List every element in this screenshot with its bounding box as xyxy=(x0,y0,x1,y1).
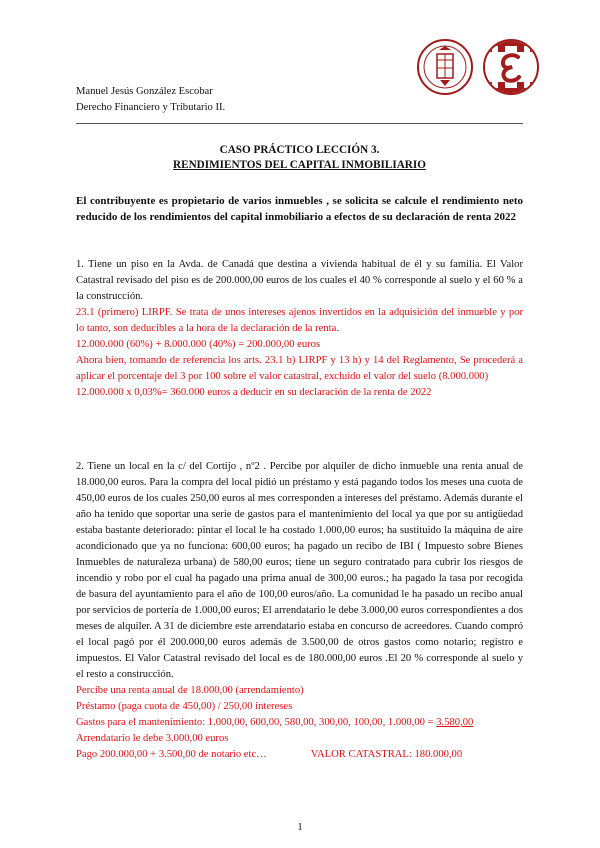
university-seal-logo xyxy=(416,38,474,96)
section-2-cadastral-value: VALOR CATASTRAL: 180.000,00 xyxy=(310,749,463,760)
course-name: Derecho Financiero y Tributario II. xyxy=(76,101,226,113)
section-2-payment: Pago 200.000,00 + 3.500,00 de notario etc… xyxy=(76,749,267,760)
section-2-statement: 2. Tiene un local en la c/ del Cortijo , nº2 . Percibe por alquiler de dicho inmueble una renta anual de 18.000,00 euros. Para la compra del local pidió un préstamo y está pagando todos los meses una cuota de 450,00 euros de los cuales 250,00 euros al mes corresponden a intereses del préstamo. Además durante el año ha tenido que soportar una serie de gastos para el mantenimiento del local ya que por su antigüedad estaba bastante deteriorado: pintar el local le ha costado 1.000,00 euros; ha sustituido la máquina de aire acondicionado que ya no funciona: 600,00 euros; ha pagado un recibo de IBI ( Impuesto sobre Bienes Inmuebles de naturaleza urbana) de 580,00 euros; tiene un seguro contratado para cubrir los riesgos de incendio y robo por el cual ha pagado una prima anual de 300,00 euros.; ha pagado la tasa por recogida de basura del ayuntamiento para el año de 100,00 euros/año. La comunidad le ha pasado un recibo anual por servicios de portería de 1.000,00 euros; El arrendatario le debe 3.000,00 euros correspondientes a dos meses de alquiler. A 31 de diciembre este arrendatario estaba en concurso de acreedores. Cuando compró el local pagó por él 200.000,00 euros además de 3.500,00 de otros gastos como notario; registro e impuestos. El Valor Catastral revisado del local es de 180.000,00 euros .El 20 % corresponde al suelo y el resto a construcción. xyxy=(76,461,523,680)
section-1-answer-4: 12.000.000 x 0,03%= 360.000 euros a deducir en su declaración de la renta de 2022 xyxy=(76,387,432,398)
section-1-answer-2: 12.000.000 (60%) + 8.000.000 (40%) = 200.000,00 euros xyxy=(76,339,321,350)
title-line-1: CASO PRÁCTICO LECCIÓN 3. xyxy=(219,144,380,156)
section-1-answer-3: Ahora bien, tomando de referencia los arts. 23.1 b) LIRPF y 13 h) y 14 del Reglamento, Se procederá a aplicar el porcentaje del 3 por 100 sobre el valor catastral, excluido el valor del suelo (8.000.000) xyxy=(76,355,523,382)
section-2-line-3 xyxy=(76,715,523,731)
section-2-line-3-total: 3.580,00 xyxy=(436,717,474,728)
document-header xyxy=(76,84,225,115)
header-divider xyxy=(76,123,523,124)
section-2-line-4: Arrendatario le debe 3.000,00 euros xyxy=(76,733,229,744)
document-title xyxy=(76,143,523,173)
section-1-answer-1: 23.1 (primero) LIRPF. Se trata de unos intereses ajenos invertidos en la adquisición del inmueble y por lo tanto, son deducibles a la hora de la declaración de la renta. xyxy=(76,307,523,334)
section-2-line-3-text: Gastos para el mantenimiento: 1.000,00, 600,00, 580,00, 300,00, 100,00, 1.000,00 = xyxy=(76,717,437,728)
problem-statement: El contribuyente es propietario de varios inmuebles , se solicita se calcule el rendimiento neto reducido de los rendimientos del capital inmobiliario a efectos de su declaración de renta 2022 xyxy=(76,195,523,223)
section-2-line-5 xyxy=(76,747,523,763)
faculty-logo xyxy=(482,38,540,96)
header-logos xyxy=(416,38,540,96)
section-2 xyxy=(76,459,523,763)
section-1-statement: 1. Tiene un piso en la Avda. de Canadá que destina a vivienda habitual de él y su familia. El Valor Catastral revisado del piso es de 200.000,00 euros de los cuales el 40 % corresponde al suelo y el 60 % a la construcción. xyxy=(76,259,523,302)
page-number: 1 xyxy=(297,822,303,833)
section-1 xyxy=(76,257,523,401)
title-line-2: RENDIMIENTOS DEL CAPITAL INMOBILIARIO xyxy=(173,159,426,171)
section-2-line-2: Préstamo (paga cuota de 450,00) / 250,00 intereses xyxy=(76,701,293,712)
author-name: Manuel Jesús González Escobar xyxy=(76,86,213,97)
section-2-line-1: Percibe una renta anual de 18.000,00 (arrendamiento) xyxy=(76,685,304,696)
